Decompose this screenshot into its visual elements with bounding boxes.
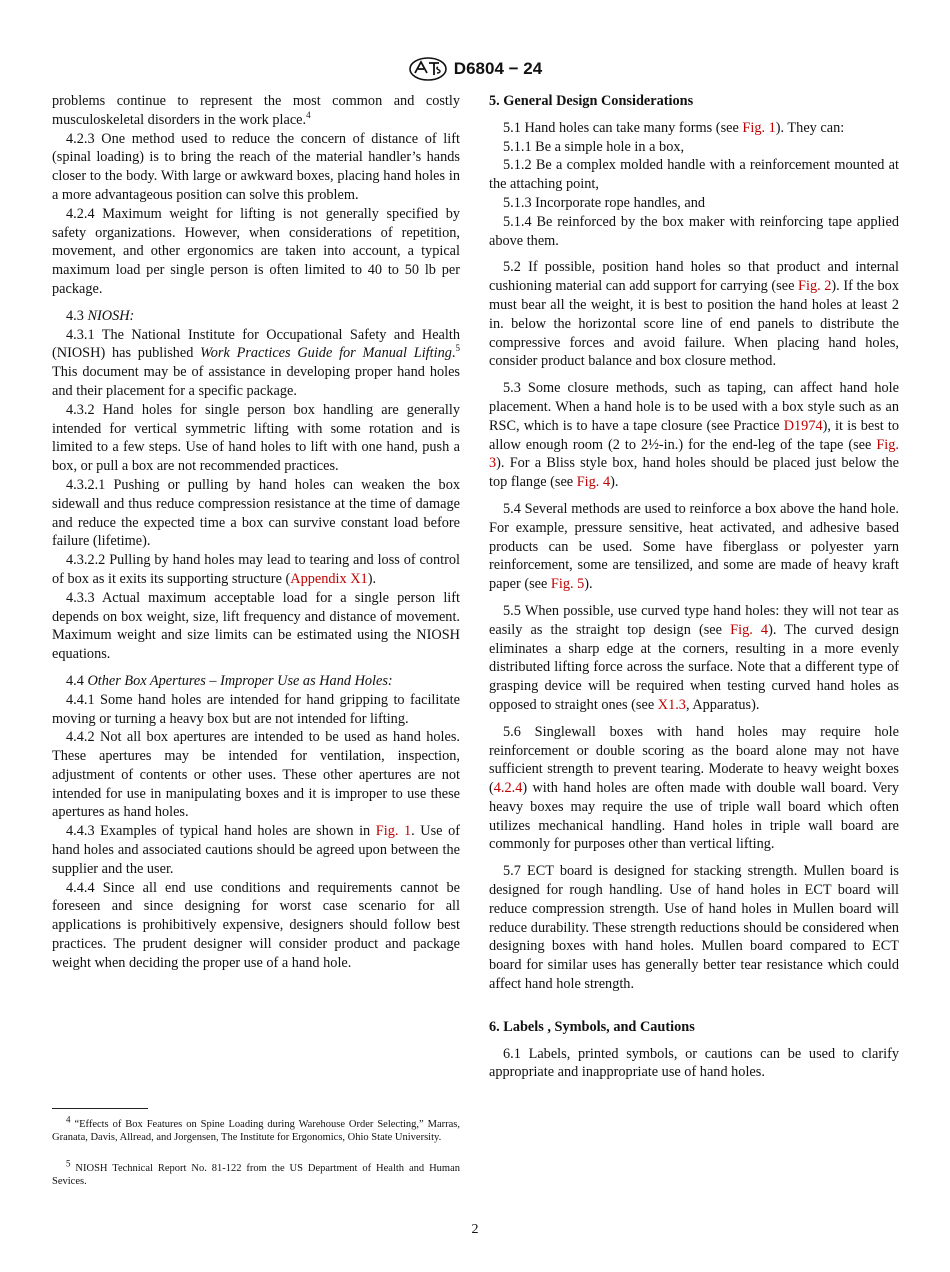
paragraph-4-4-2: 4.4.2 Not all box apertures are intended to be used as hand holes. These apertures may be intended for ventilation, inspection, adjustment of contents or other uses. These other apertures are not intended for use in manipulating boxes and it is improper to use these apertures as hand holes. <box>52 729 460 821</box>
paragraph-5-5: 5.5 When possible, use curved type hand holes: they will not tear as easily as the straight top design (see Fig. 4). The curved design eliminates a sharp edge at the corners, resulting in a more evenly distributed lifting force across the surface. Note that a different type of grasping device will be required when testing curved hand holes as opposed to straight ones (see X1.3, Apparatus). <box>489 602 899 713</box>
paragraph-4-2-4: 4.2.4 Maximum weight for lifting is not generally specified by safety organizations. However, when considerations of repetition, movement, and other ergonomics are taken into account, a typical maximum load per single person is often limited to 40 to 50 lb per package. <box>52 205 460 297</box>
appendix-link[interactable]: Appendix X1 <box>290 570 368 587</box>
paragraph-4-4-3: 4.4.3 Examples of typical hand holes are shown in Fig. 1. Use of hand holes and associated cautions should be agreed upon between the supplier and the user. <box>52 823 460 877</box>
heading-4-3: 4.3 NIOSH: <box>66 307 135 324</box>
paragraph-4-3-2: 4.3.2 Hand holes for single person box handling are generally intended for vertical symmetric lifting with some rotation and is limited to a few steps. Use of hand holes to lift with one hand, push a box, or pull a box are not recommended practices. <box>52 401 460 475</box>
section-5-heading: 5. General Design Considerations <box>489 93 694 109</box>
paragraph-5-1-4: 5.1.4 Be reinforced by the box maker with reinforcing tape applied above them. <box>489 213 899 249</box>
paragraph-4-3-2-1: 4.3.2.1 Pushing or pulling by hand holes can weaken the box sidewall and thus reduce compression resistance at the time of damage and reduce the expected time a box can survive constant load before failure (lifetime). <box>52 476 460 550</box>
standard-designation: D6804 − 24 <box>453 59 543 78</box>
footnote-4: $^4$ “Effects of Box Features on Spine Loading during Warehouse Order Selecting,” Marras, Granata, Davis, Allread, and Jorgensen, The Institute for Ergonomics, Ohio State University. <box>52 1114 460 1143</box>
section-6-heading: 6. Labels , Symbols, and Cautions <box>489 1018 695 1035</box>
fig-link[interactable]: Fig. 4 <box>730 621 769 638</box>
section-link[interactable]: 4.2.4 <box>493 780 523 797</box>
fig-link[interactable]: Fig. 1 <box>375 823 412 840</box>
paragraph-4-3-3: 4.3.3 Actual maximum acceptable load for a single person lift depends on box weight, size, lift frequency and distance of movement. Maximum weight and size limits can be estimated using the NIOSH equations. <box>52 589 460 663</box>
fig-link[interactable]: Fig. 1 <box>742 119 776 136</box>
fig-link[interactable]: Fig. 5 <box>550 576 585 593</box>
paragraph-5-4: 5.4 Several methods are used to reinforce a box above the hand hole. For example, pressure sensitive, heat activated, and adhesive based products can be used. Some have fiberglass or polyester yarn reinforcement, some are tensilized, and some are made of heavy kraft paper (see Fig. 5). <box>489 500 899 593</box>
paragraph-4-3-1: 4.3.1 The National Institute for Occupational Safety and Health (NIOSH) has published Work Practices Guide for Manual Lifting.$^5$ This document may be of assistance in developing proper hand holes and their placement for a specific package. <box>52 326 460 399</box>
paragraph-6-1: 6.1 Labels, printed symbols, or cautions can be used to clarify appropriate and inappropriate use of hand holes. <box>489 1045 899 1081</box>
fig-link[interactable]: Fig. 2 <box>798 278 832 295</box>
right-column <box>489 92 899 1082</box>
footnote-ref: 4 <box>306 110 311 121</box>
fig-link[interactable]: Fig. 3 <box>489 436 899 472</box>
paragraph-5-1-3: 5.1.3 Incorporate rope handles, and <box>503 194 706 211</box>
paragraph-5-3: 5.3 Some closure methods, such as taping, can affect hand hole placement. When a hand hole is to be used with a box style such as an RSC, which is to have a tape closure (see Practice D1974), it is best to allow enough room (2 to 2½-in.) for the end-leg of the tape (see Fig. 3). For a Bliss style box, hand holes should be placed just below the top flange (see Fig. 4). <box>489 380 899 491</box>
paragraph: problems continue to represent the most common and costly musculoskeletal disorders in the work place.$^4$ <box>52 93 460 128</box>
footnote-divider <box>52 1108 148 1109</box>
heading-4-4: 4.4 Other Box Apertures – Improper Use as Hand Holes: <box>66 672 393 689</box>
paragraph-4-3-2-2: 4.3.2.2 Pulling by hand holes may lead to tearing and loss of control of box as it exits its supporting structure (Appendix X1). <box>52 552 460 587</box>
page-header <box>0 56 950 82</box>
fig-link[interactable]: Fig. 4 <box>576 474 611 491</box>
paragraph-5-2: 5.2 If possible, position hand holes so that product and internal cushioning material can add support for carrying (see Fig. 2). If the box must bear all the weight, it is best to position the hand holes at least 2 in. below the horizontal score line of end panels to distribute the compressive forces and avoid failure. When placing hand holes, consider product balance and box closure method. <box>489 259 899 370</box>
left-column <box>52 92 460 973</box>
paragraph-5-1: 5.1 Hand holes can take many forms (see Fig. 1). They can: <box>503 119 845 136</box>
footnote-ref: 5 <box>455 343 460 354</box>
paragraph-4-4-4: 4.4.4 Since all end use conditions and requirements cannot be foreseen and since designing for worst case scenario for all applications is prohibitively expensive, designers should follow best practices. The prudent designer will consider product and package weight when deciding the proper use of a hand hole. <box>52 879 460 971</box>
paragraph-5-6: 5.6 Singlewall boxes with hand holes may require hole reinforcement or double scoring as the board alone may not have sufficient strength to prevent tearing. Moderate to heavy weight boxes (4.2.4) with hand holes are often made with double wall board. Very heavy boxes may require the use of triple wall board which often utilizes mechanical handling. Hand holes in triple wall board are commonly for purposes other than vertical lifting. <box>489 723 899 853</box>
paragraph-4-4-1: 4.4.1 Some hand holes are intended for hand gripping to facilitate moving or turning a heavy box but are not intended for lifting. <box>52 691 460 727</box>
paragraph-5-7: 5.7 ECT board is designed for stacking strength. Mullen board is designed for rough handling. Use of hand holes in ECT board will reduce compression strength. Use of hand holes in Mullen board will reduce durability. These strength reductions should be considered when designing boxes with hand holes. Mullen board compared to ECT board for similar uses has generally better tear resistance which could affect hand hole strength. <box>489 863 899 993</box>
paragraph-4-2-3: 4.2.3 One method used to reduce the concern of distance of lift (spinal loading) is to bring the reach of the material handler’s hands closer to the body. With large or awkward boxes, placing hand holes in a more advantageous position can solve this problem. <box>52 130 460 203</box>
practice-link[interactable]: D1974 <box>783 417 823 434</box>
footnote-5: $^5$ NIOSH Technical Report No. 81-122 from the US Department of Health and Human Sevices. <box>52 1158 460 1187</box>
page-number: 2 <box>471 1222 479 1237</box>
paragraph-5-1-2: 5.1.2 Be a complex molded handle with a reinforcement mounted at the attaching point, <box>489 157 899 193</box>
section-link[interactable]: X1.3 <box>657 696 686 713</box>
astm-logo-icon <box>408 57 448 81</box>
paragraph-5-1-1: 5.1.1 Be a simple hole in a box, <box>503 138 685 155</box>
